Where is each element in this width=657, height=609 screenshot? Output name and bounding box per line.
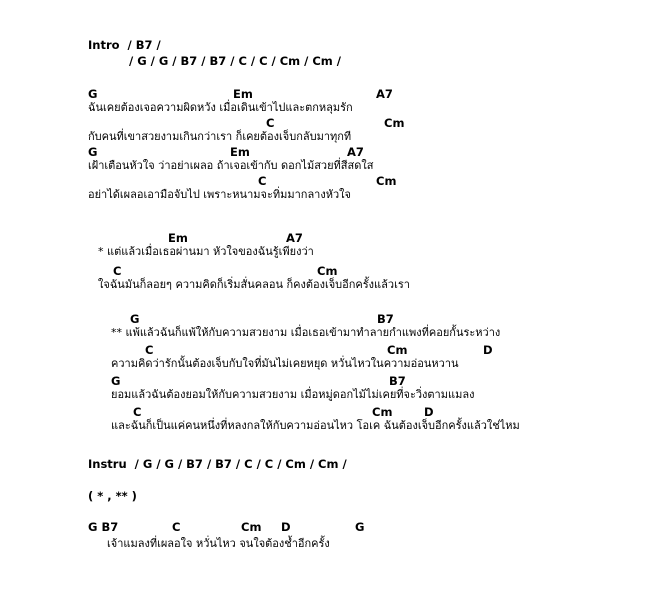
lyric-line: กับคนที่เขาสวยงามเกินกว่าเรา ก็เคยต้องเจ็บกลับมาทุกที: [88, 130, 352, 143]
chord: Cm: [241, 520, 262, 534]
intro-line-2: / G / G / B7 / B7 / C / C / Cm / Cm /: [129, 54, 341, 68]
lyric-line: ความคิดว่ารักนั้นต้องเจ็บกับใจที่มันไม่เคยหยุด หวั่นไหวในความอ่อนหวาน: [111, 357, 459, 370]
chord: G B7: [88, 520, 119, 534]
lyric-line: เจ้าแมลงที่เผลอใจ หวั่นไหว จนใจต้องช้ำอีกครั้ง: [107, 537, 330, 550]
chord: C: [258, 174, 267, 188]
chord: D: [424, 405, 434, 419]
chord: Em: [230, 145, 250, 159]
lyric-line: อย่าได้เผลอเอามือจับไป เพราะหนามจะทิ่มมากลางหัวใจ: [88, 188, 351, 201]
lyric-line: ฉันเคยต้องเจอความผิดหวัง เมื่อเดินเข้าไปและตกหลุมรัก: [88, 101, 353, 114]
chord: G: [88, 87, 98, 101]
lyric-line: ** แพ้แล้วฉันก็แพ้ให้กับความสวยงาม เมื่อเธอเข้ามาทำลายกำแพงที่คอยกั้นระหว่าง: [111, 326, 501, 339]
chord: Cm: [384, 116, 405, 130]
chord: D: [281, 520, 291, 534]
chord: C: [133, 405, 142, 419]
lyric-line: * แต่แล้วเมื่อเธอผ่านมา หัวใจของฉันรู้เพียงว่า: [98, 245, 314, 258]
chord: Cm: [317, 264, 338, 278]
chord: Em: [233, 87, 253, 101]
chord: Em: [168, 231, 188, 245]
chord: C: [145, 343, 154, 357]
repeat-marker: ( * , ** ): [88, 489, 137, 503]
lyric-line: และฉันก็เป็นแค่คนหนึ่งที่หลงกลให้กับความอ่อนไหว โอเค ฉันต้องเจ็บอีกครั้งแล้วใช่ไหม: [111, 419, 520, 432]
instru-line: Instru / G / G / B7 / B7 / C / C / Cm / Cm /: [88, 457, 347, 471]
chord: C: [113, 264, 122, 278]
chord: C: [266, 116, 275, 130]
chord: C: [172, 520, 181, 534]
lyric-line: ใจฉันมันก็ลอยๆ ความคิดก็เริ่มสั่นคลอน ก็คงต้องเจ็บอีกครั้งแล้วเรา: [98, 278, 410, 291]
chord: B7: [389, 374, 406, 388]
chord: A7: [286, 231, 303, 245]
chord: D: [483, 343, 493, 357]
chord: Cm: [387, 343, 408, 357]
chord: A7: [347, 145, 364, 159]
intro-line-1: Intro / B7 /: [88, 38, 161, 52]
chord: A7: [376, 87, 393, 101]
lyric-line: ยอมแล้วฉันต้องยอมให้กับความสวยงาม เมื่อหมู่ดอกไม้ไม่เคยที่จะวิ่งตามแมลง: [111, 388, 475, 401]
chord: G: [88, 145, 98, 159]
chord: G: [111, 374, 121, 388]
chord: B7: [377, 312, 394, 326]
chord: Cm: [376, 174, 397, 188]
chord: G: [355, 520, 365, 534]
chord: G: [130, 312, 140, 326]
chord: Cm: [372, 405, 393, 419]
lyric-line: เฝ้าเตือนหัวใจ ว่าอย่าเผลอ ถ้าเจอเข้ากับ ดอกไม้สวยที่สีสดใส: [88, 159, 374, 172]
